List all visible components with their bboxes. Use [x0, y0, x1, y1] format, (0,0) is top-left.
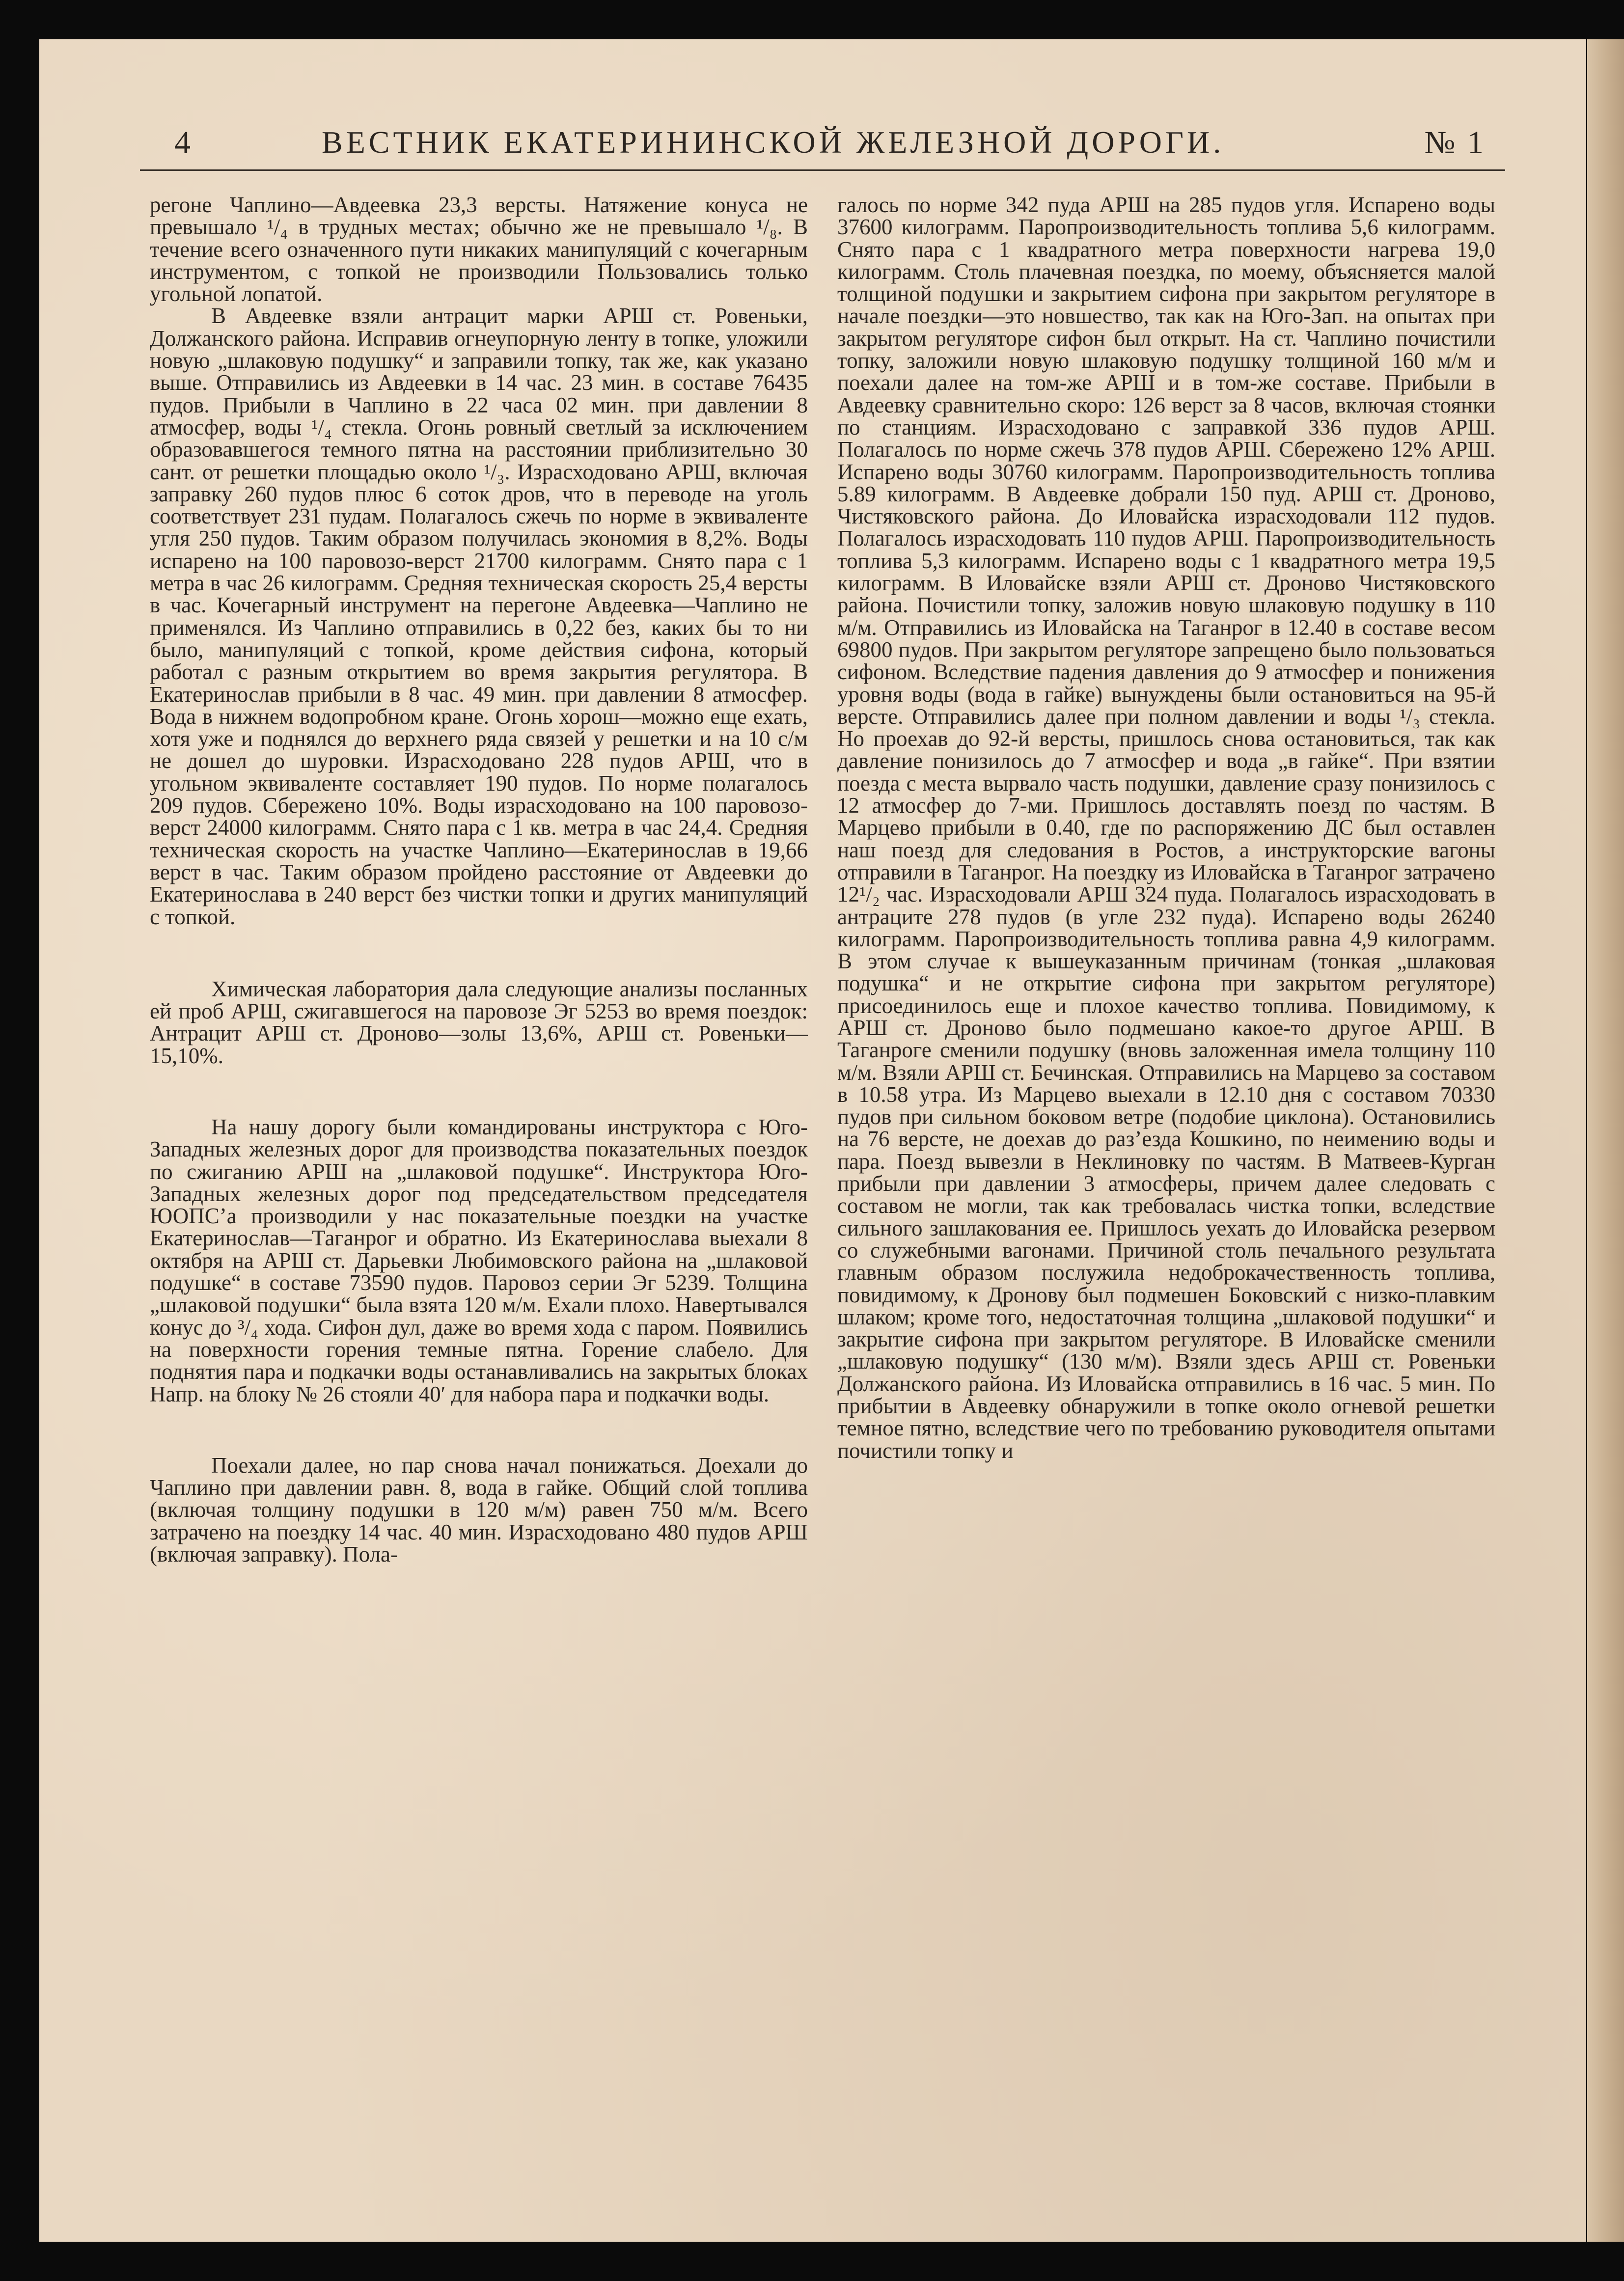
issue-number: № 1 — [1424, 125, 1486, 161]
paragraph: В Авдеевке взяли антрацит марки АРШ ст. Ровеньки, Должанского района. Исправив огнеупорную ленту в топке, уложили новую „шлаковую подушку“ и заправили топку, так же, как указано выше. Отправились из Авдеевки в 14 час. 23 мин. в составе 76435 пудов. Прибыли в Чаплино в 22 часа 02 мин. при давлении 8 атмосфер, воды ¹/₄ стекла. Огонь ровный светлый за исключением образовавшегося темного пятна на расстоянии приблизительно 30 сант. от решетки площадью около ¹/₃. Израсходовано АРШ, включая заправку 260 пудов плюс 6 соток дров, что в переводе на уголь соответствует 231 пудам. Полагалось сжечь по норме в эквиваленте угля 250 пудов. Таким образом получилась экономия в 8,2%. Воды испарено на 100 паровозо-верст 21700 килограмм. Снято пара с 1 метра в час 26 килограмм. Средняя техническая скорость 25,4 версты в час. Кочегарный инструмент на перегоне Авдеевка—Чаплино не применялся. Из Чаплино отправились в 0,22 без, каких бы то ни было, манипуляций с топкой, кроме действия сифона, который работал с разным открытием во время закрытия регулятора. В Екатеринослав прибыли в 8 час. 49 мин. при давлении 8 атмосфер. Вода в нижнем водопробном кране. Огонь хорош—можно еще ехать, хотя уже и поднялся до верхнего ряда связей у решетки и на 10 с/м не дошел до шуровки. Израсходовано 228 пудов АРШ, что в угольном эквиваленте составляет 190 пудов. По норме полагалось 209 пудов. Сбережено 10%. Воды израсходовано на 100 паровозо-верст 24000 килограмм. Снято пара с 1 кв. метра в час 24,4. Средняя техническая скорость на участке Чаплино—Екатеринослав в 19,66 верст в час. Таким образом пройдено расстояние от Авдеевки до Екатеринослава в 240 верст без чистки топки и других манипуляций с топкой. — [150, 303, 808, 929]
running-header — [140, 120, 1505, 165]
journal-page — [140, 120, 1505, 2153]
paragraph: Химическая лаборатория дала следующие анализы посланных ей проб АРШ, сжигавшегося на паровозе Эг 5253 во время поездок: Антрацит АРШ ст. Дроново—золы 13,6%, АРШ ст. Ровеньки—15,10%. — [150, 976, 808, 1068]
paragraph: На нашу дорогу были командированы инструктора с Юго-Западных железных дорог для производства показательных поездок по сжиганию АРШ на „шлаковой подушке“. Инструктора Юго-Западных железных дорог под председательством председателя ЮОПС’а производили у нас показательные поездки на участке Екатеринослав—Таганрог и обратно. Из Екатеринослава выехали 8 октября на АРШ ст. Дарьевки Любимовского района на „шлаковой подушке“ в составе 73590 пудов. Паровоз серии Эг 5239. Толщина „шлаковой подушки“ была взята 120 м/м. Ехали плохо. Навертывался конус до ³/₄ хода. Сифон дул, даже во время хода с паром. Появились на поверхности горения темные пятна. Горение слабело. Для поднятия пара и подкачки воды останавливались на закрытых блоках Напр. на блоку № 26 стояли 40′ для набора пара и подкачки воды. — [150, 1114, 808, 1406]
paragraph: Поехали далее, но пар снова начал понижаться. Доехали до Чаплино при давлении равн. 8, вода в гайке. Общий слой топлива (включая толщину подушки в 120 м/м) равен 750 м/м. Всего затрачено на поездку 14 час. 40 мин. Израсходовано 480 пудов АРШ (включая заправку). Пола- — [150, 1453, 808, 1567]
right-column — [837, 194, 1495, 2148]
header-rule — [140, 169, 1505, 171]
left-column — [150, 194, 808, 2148]
journal-title: ВЕСТНИК ЕКАТЕРИНИНСКОЙ ЖЕЛЕЗНОЙ ДОРОГИ. — [322, 125, 1225, 160]
paragraph: регоне Чаплино—Авдеевка 23,3 версты. Натяжение конуса не превышало ¹/₄ в трудных местах; обычно же не превышало ¹/₈. В течение всего означенного пути никаких манипуляций с кочегарным инструментом, с топкой не производили Пользовались только угольной лопатой. — [150, 194, 808, 306]
next-page-edge — [1587, 39, 1624, 2242]
page-number: 4 — [174, 125, 191, 161]
paragraph: галось по норме 342 пуда АРШ на 285 пудов угля. Испарено воды 37600 килограмм. Паропроизводительность топлива 5,6 килограмм. Снято пара с 1 квадратного метра поверхности нагрева 19,0 килограмм. Столь плачевная поездка, по моему, объясняется малой толщиной подушки и закрытием сифона при закрытом регуляторе в начале поездки—это новшество, так как на Юго-Зап. на опытах при закрытом регуляторе сифон был открыт. На ст. Чаплино почистили топку, заложили новую шлаковую подушку толщиной 160 м/м и поехали далее на том-же АРШ и в том-же составе. Прибыли в Авдеевку сравнительно скоро: 126 верст за 8 часов, включая стоянки по станциям. Израсходовано с заправкой 336 пудов АРШ. Полагалось по норме сжечь 378 пудов АРШ. Сбережено 12% АРШ. Испарено воды 30760 килограмм. Паропроизводительность топлива 5.89 килограмм. В Авдеевке добрали 150 пуд. АРШ ст. Дроново, Чистяковского района. До Иловайска израсходовали 112 пудов. Полагалось израсходовать 110 пудов АРШ. Паропроизводительность топлива 5,3 килограмм. Испарено воды с 1 квадратного метра 19,5 килограмм. В Иловайске взяли АРШ ст. Дроново Чистяковского района. Почистили топку, заложив новую шлаковую подушку в 110 м/м. Отправились из Иловайска на Таганрог в 12.40 в составе весом 69800 пудов. При закрытом регуляторе запрещено было пользоваться сифоном. Вследствие падения давления до 9 атмосфер и понижения уровня воды (вода в гайке) вынуждены были остановиться на 95-й версте. Отправились далее при полном давлении и воды ¹/₃ стекла. Но проехав до 92-й версты, пришлось снова остановиться, так как давление понизилось до 7 атмосфер и вода „в гайке“. При взятии поезда с места вырвало часть подушки, давление сразу понизилось с 12 атмосфер до 7-ми. Пришлось доставлять поезд по частям. В Марцево прибыли в 0.40, где по распоряжению ДС был оставлен наш поезд для следования в Ростов, а инструкторские вагоны отправили в Таганрог. На поездку из Иловайска в Таганрог затрачено 12¹/₂ час. Израсходовали АРШ 324 пуда. Полагалось израсходовать в антраците 278 пудов (в угле 232 пуда). Испарено воды 26240 килограмм. Паропроизводительность топлива равна 4,9 килограмм. В этом случае к вышеуказанным причинам (тонкая „шлаковая подушка“ и не открытие сифона при закрытом регуляторе) присоединилось еще и плохое качество топлива. Повидимому, к АРШ ст. Дроново было подмешано какое-то другое АРШ. В Таганроге сменили подушку (вновь заложенная имела толщину 110 м/м. Взяли АРШ ст. Бечинская. Отправились на Марцево за составом в 10.58 утра. Из Марцево выехали в 12.10 дня с составом 70330 пудов при сильном боковом ветре (подобие циклона). Остановились на 76 версте, не доехав до раз’езда Кошкино, по неимению воды и пара. Поезд вывезли в Неклиновку по частям. В Матвеев-Курган прибыли при давлении 3 атмосферы, причем далее следовать с составом не могли, так как требовалась чистка топки, вследствие сильного зашлакования ее. Пришлось уехать до Иловайска резервом со служебными вагонами. Причиной столь печального результата главным образом послужила недоброкачественность топлива, повидимому, к Дронову был подмешен Боковский с низко-плавким шлаком; кроме того, недостаточная толщина „шлаковой подушки“ и закрытие сифона при закрытом регуляторе. В Иловайске сменили „шлаковую подушку“ (130 м/м). Взяли здесь АРШ ст. Ровеньки Должанского района. Из Иловайска отправились в 16 час. 5 мин. По прибытии в Авдеевку обнаружили в топке около огневой решетки темное пятно, вследствие чего по требованию руководителя опытами почистили топку и — [837, 194, 1495, 1463]
